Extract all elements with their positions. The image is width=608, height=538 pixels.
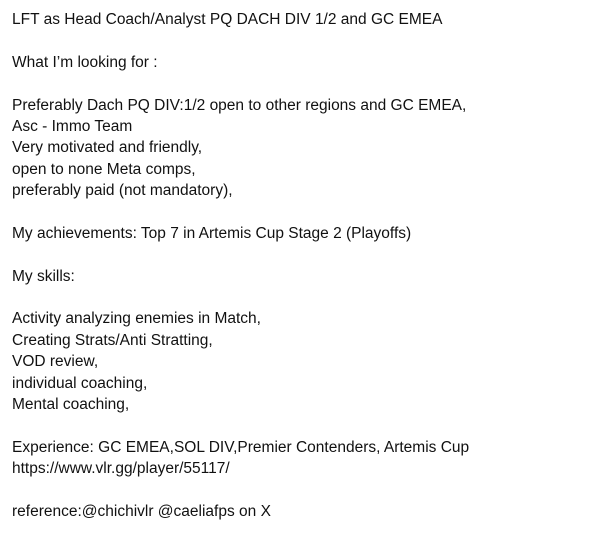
skill-item: Activity analyzing enemies in Match, (12, 310, 261, 328)
looking-for-item: open to none Meta comps, (12, 160, 196, 178)
spacer (12, 73, 602, 94)
looking-for-item: Very motivated and friendly, (12, 139, 203, 157)
profile-link: https://www.vlr.gg/player/55117/ (12, 460, 230, 478)
spacer (12, 202, 602, 223)
skill-item: individual coaching, (12, 374, 148, 392)
spacer (12, 244, 602, 265)
looking-for-heading: What I’m looking for : (12, 53, 158, 71)
achievements-line: My achievements: Top 7 in Artemis Cup Stage 2 (Playoffs) (12, 224, 412, 242)
looking-for-item: Preferably Dach PQ DIV:1/2 open to other regions and GC EMEA, (12, 96, 467, 114)
spacer (12, 415, 602, 436)
spacer (12, 480, 602, 501)
experience-line: Experience: GC EMEA,SOL DIV,Premier Contenders, Artemis Cup (12, 438, 470, 456)
looking-for-item: preferably paid (not mandatory), (12, 182, 233, 200)
spacer (12, 287, 602, 308)
skill-item: Mental coaching, (12, 396, 130, 414)
spacer (12, 30, 602, 51)
skills-heading: My skills: (12, 267, 75, 285)
post-title: LFT as Head Coach/Analyst PQ DACH DIV 1/2 and GC EMEA (12, 11, 443, 28)
skill-item: Creating Strats/Anti Stratting, (12, 331, 213, 349)
reference-line: reference:@chichivlr @caeliafps on X (12, 502, 271, 520)
looking-for-item: Asc - Immo Team (12, 117, 133, 135)
skill-item: VOD review, (12, 353, 99, 371)
document-body (12, 9, 602, 522)
